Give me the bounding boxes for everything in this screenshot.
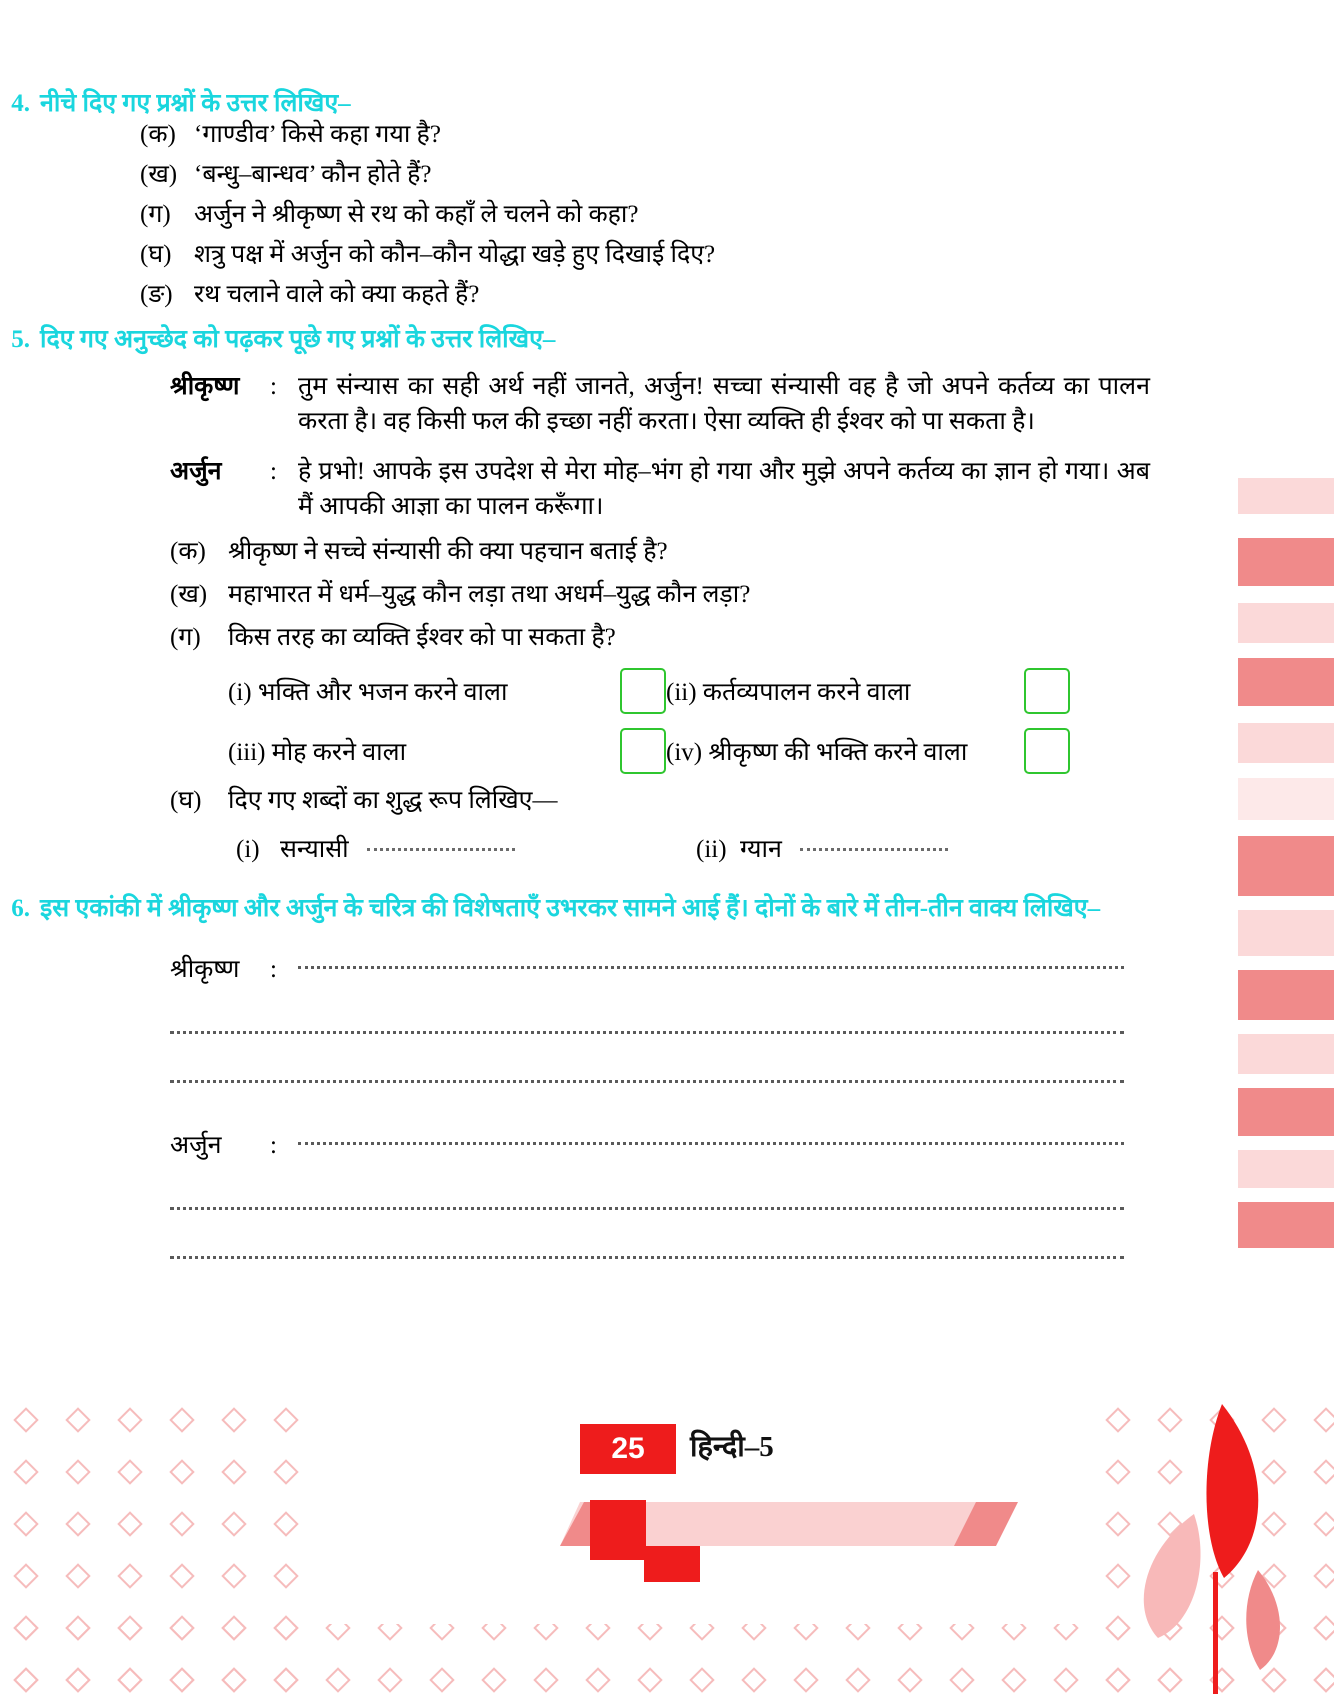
edge-bar — [1238, 910, 1334, 956]
option-cell — [228, 668, 666, 714]
edge-bar — [1238, 1202, 1334, 1248]
blank-line[interactable] — [367, 841, 515, 851]
item-label: (घ) — [170, 786, 202, 814]
dialogue-colon: : — [270, 457, 277, 485]
item-label: (ग) — [170, 623, 201, 651]
blank-word: ग्यान — [740, 835, 782, 863]
dialogue-text: हे प्रभो! आपके इस उपदेश से मेरा मोह–भंग हो गया और मुझे अपने कर्तव्य का ज्ञान हो गया। अब मैं आपकी आज्ञा का पालन करूँगा। — [298, 457, 1150, 520]
item-text: किस तरह का व्यक्ति ईश्वर को पा सकता है? — [228, 623, 616, 651]
answer-write-line[interactable] — [298, 966, 1124, 969]
answer-write-line[interactable] — [170, 1256, 1124, 1259]
list-item — [130, 122, 1160, 147]
option-label: (iii) मोह करने वाला — [228, 738, 407, 766]
edge-bar — [1238, 1034, 1334, 1074]
question-5-header — [0, 322, 1160, 358]
item-text: ‘गाण्डीव’ किसे कहा गया है? — [194, 121, 441, 149]
right-edge-color-bars — [1238, 478, 1334, 1218]
dialogue-speaker: अर्जुन — [170, 457, 222, 485]
page-number-badge: 25 — [580, 1424, 676, 1474]
answer-write-line[interactable] — [170, 1080, 1124, 1083]
line-spacer — [170, 985, 1160, 1031]
list-item — [170, 788, 1160, 813]
item-text: दिए गए शब्दों का शुद्ध रूप लिखिए— — [228, 786, 558, 814]
item-text: शत्रु पक्ष में अर्जुन को कौन–कौन योद्धा खड़े हुए दिखाई दिए? — [194, 241, 716, 269]
footer-ribbon-decoration — [540, 1462, 1020, 1582]
edge-bar — [1238, 658, 1334, 706]
question-6-number: 6. — [11, 894, 30, 922]
shuddh-roop-blanks — [0, 831, 1160, 865]
blank-entry — [236, 831, 696, 865]
edge-bar — [1238, 478, 1334, 514]
page-footer — [0, 1416, 1334, 1546]
edge-bar — [1238, 970, 1334, 1020]
dialogue-row — [170, 369, 1160, 440]
answer-label: अर्जुन — [170, 1131, 222, 1159]
answer-lines-krishna — [0, 951, 1160, 1083]
item-text: श्रीकृष्ण ने सच्चे संन्यासी की क्या पहचान बताई है? — [228, 537, 668, 565]
question-4-items — [0, 122, 1160, 307]
edge-bar — [1238, 1088, 1334, 1136]
question-5-items — [0, 539, 1160, 650]
item-label: (घ) — [140, 241, 172, 269]
question-5-heading: दिए गए अनुच्छेद को पढ़कर पूछे गए प्रश्नों के उत्तर लिखिए– — [40, 326, 556, 354]
list-item — [130, 162, 1160, 187]
answer-row — [170, 1127, 1160, 1161]
option-row — [228, 728, 1160, 774]
edge-bar — [1238, 836, 1334, 896]
question-block-4 — [0, 86, 1160, 307]
line-spacer — [170, 1210, 1160, 1256]
edge-bar — [1238, 538, 1334, 586]
blank-line[interactable] — [800, 841, 948, 851]
option-label: (i) भक्ति और भजन करने वाला — [228, 678, 508, 706]
edge-bar — [1238, 1150, 1334, 1188]
option-cell — [666, 668, 1070, 714]
dialogue-text: तुम संन्यास का सही अर्थ नहीं जानते, अर्जुन! सच्चा संन्यासी वह है जो अपने कर्तव्य का पालन करता है। वह किसी फल की इच्छा नहीं करता। ऐसा व्यक्ति ही ईश्वर को पा सकता है। — [298, 372, 1150, 435]
line-spacer — [170, 1161, 1160, 1207]
question-5-number: 5. — [11, 326, 30, 354]
option-row — [228, 668, 1160, 714]
edge-bar — [1238, 723, 1334, 763]
blank-entry — [696, 831, 1116, 865]
blank-number: (i) — [236, 835, 260, 863]
dialogue-row — [170, 454, 1160, 525]
item-label: (ख) — [140, 161, 178, 189]
answer-write-line[interactable] — [298, 1142, 1124, 1145]
item-text: ‘बन्धु–बान्धव’ कौन होते हैं? — [194, 161, 432, 189]
item-label: (क) — [140, 121, 176, 149]
question-block-6 — [0, 891, 1160, 1259]
list-item — [170, 625, 1160, 650]
answer-colon: : — [270, 955, 277, 983]
answer-label: श्रीकृष्ण — [170, 955, 240, 983]
question-block-5 — [0, 322, 1160, 864]
option-cell — [666, 728, 1070, 774]
book-label: हिन्दी–5 — [690, 1431, 774, 1463]
option-checkbox-iii[interactable] — [620, 728, 666, 774]
item-text: अर्जुन ने श्रीकृष्ण से रथ को कहाँ ले चलने को कहा? — [194, 201, 639, 229]
option-label: (ii) कर्तव्यपालन करने वाला — [666, 678, 911, 706]
option-label: (iv) श्रीकृष्ण की भक्ति करने वाला — [666, 738, 968, 766]
dialogue-colon: : — [270, 372, 277, 400]
question-4-header — [0, 86, 1160, 122]
item-label: (ग) — [140, 201, 171, 229]
item-label: (क) — [170, 537, 206, 565]
option-checkbox-ii[interactable] — [1024, 668, 1070, 714]
answer-lines-arjun — [0, 1127, 1160, 1259]
blank-number: (ii) — [696, 835, 727, 863]
item-label: (ख) — [170, 580, 208, 608]
question-5-item-gha — [0, 788, 1160, 813]
dialogue-passage — [0, 369, 1160, 525]
list-item — [130, 242, 1160, 267]
blank-word: सन्यासी — [280, 835, 349, 863]
answer-colon: : — [270, 1131, 277, 1159]
dialogue-speaker: श्रीकृष्ण — [170, 372, 240, 400]
question-4-number: 4. — [11, 90, 30, 117]
question-4-heading: नीचे दिए गए प्रश्नों के उत्तर लिखिए– — [40, 90, 351, 117]
line-spacer — [170, 1034, 1160, 1080]
edge-bar — [1238, 778, 1334, 820]
item-text: महाभारत में धर्म–युद्ध कौन लड़ा तथा अधर्म–युद्ध कौन लड़ा? — [228, 580, 751, 608]
item-text: रथ चलाने वाले को क्या कहते हैं? — [194, 281, 480, 309]
item-label: (ङ) — [140, 281, 173, 309]
answer-row — [170, 951, 1160, 985]
multiple-choice-options — [0, 668, 1160, 774]
option-checkbox-i[interactable] — [620, 668, 666, 714]
list-item — [130, 202, 1160, 227]
question-6-header — [0, 891, 1160, 927]
option-cell — [228, 728, 666, 774]
edge-bar — [1238, 603, 1334, 643]
list-item — [170, 582, 1160, 607]
list-item — [170, 539, 1160, 564]
question-6-heading: इस एकांकी में श्रीकृष्ण और अर्जुन के चरित्र की विशेषताएँ उभरकर सामने आई हैं। दोनों के बारे में तीन-तीन वाक्य लिखिए– — [40, 894, 1101, 922]
option-checkbox-iv[interactable] — [1024, 728, 1070, 774]
list-item — [130, 282, 1160, 307]
